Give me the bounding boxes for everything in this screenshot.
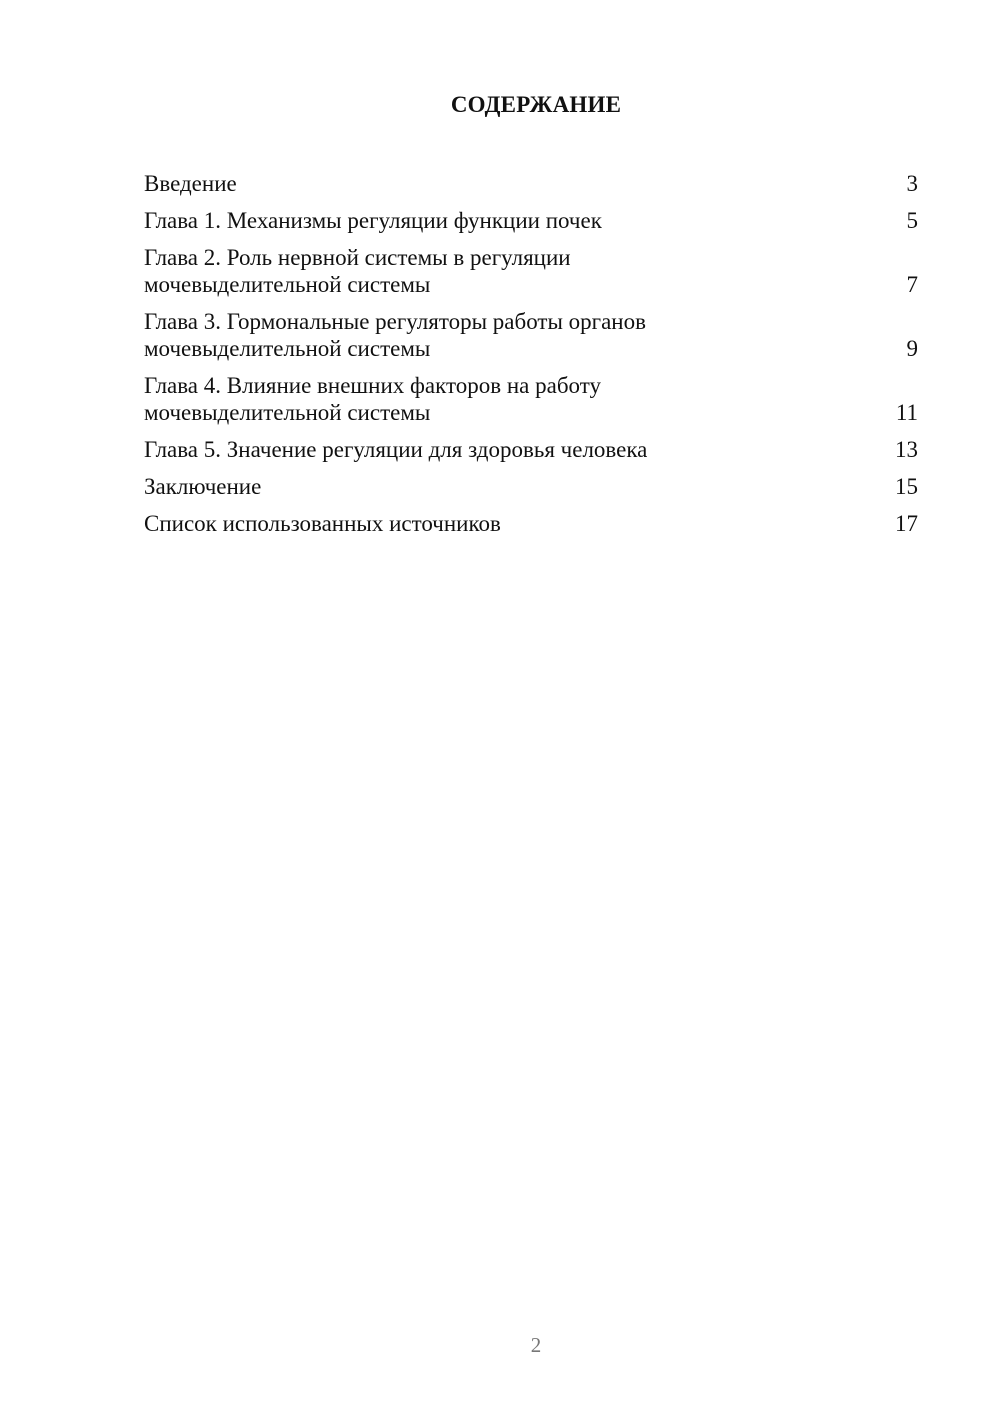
toc-entry-text: Введение [144, 171, 237, 196]
toc-title: СОДЕРЖАНИЕ [450, 92, 622, 117]
toc-entry-text: Заключение [144, 474, 262, 499]
table-of-contents [144, 170, 918, 547]
toc-entry-page: 7 [906, 272, 918, 297]
toc-entry-text: Список использованных источников [144, 511, 501, 536]
toc-entry-chapter-1[interactable] [144, 207, 918, 234]
toc-entry-page: 17 [895, 511, 918, 536]
toc-entry-introduction[interactable] [144, 170, 918, 197]
toc-entry-page: 13 [895, 437, 918, 462]
toc-entry-page: 9 [906, 336, 918, 361]
toc-entry-conclusion[interactable] [144, 473, 918, 500]
toc-entry-text: Глава 4. Влияние внешних факторов на работу мочевыделительной системы [144, 373, 601, 425]
toc-entry-text: Глава 1. Механизмы регуляции функции почек [144, 208, 602, 233]
toc-entry-text: Глава 3. Гормональные регуляторы работы органов мочевыделительной системы [144, 309, 646, 361]
toc-entry-chapter-5[interactable] [144, 436, 918, 463]
toc-entry-text: Глава 2. Роль нервной системы в регуляции мочевыделительной системы [144, 245, 571, 297]
toc-entry-page: 15 [895, 474, 918, 499]
toc-entry-page: 11 [895, 400, 918, 425]
toc-entry-chapter-3[interactable] [144, 308, 918, 362]
toc-entry-chapter-2[interactable] [144, 244, 918, 298]
toc-entry-text: Глава 5. Значение регуляции для здоровья человека [144, 437, 648, 462]
toc-entry-chapter-4[interactable] [144, 372, 918, 426]
toc-entry-references[interactable] [144, 510, 918, 537]
page-number: 2 [530, 1333, 542, 1357]
toc-entry-page: 3 [906, 171, 918, 196]
toc-entry-page: 5 [906, 208, 918, 233]
